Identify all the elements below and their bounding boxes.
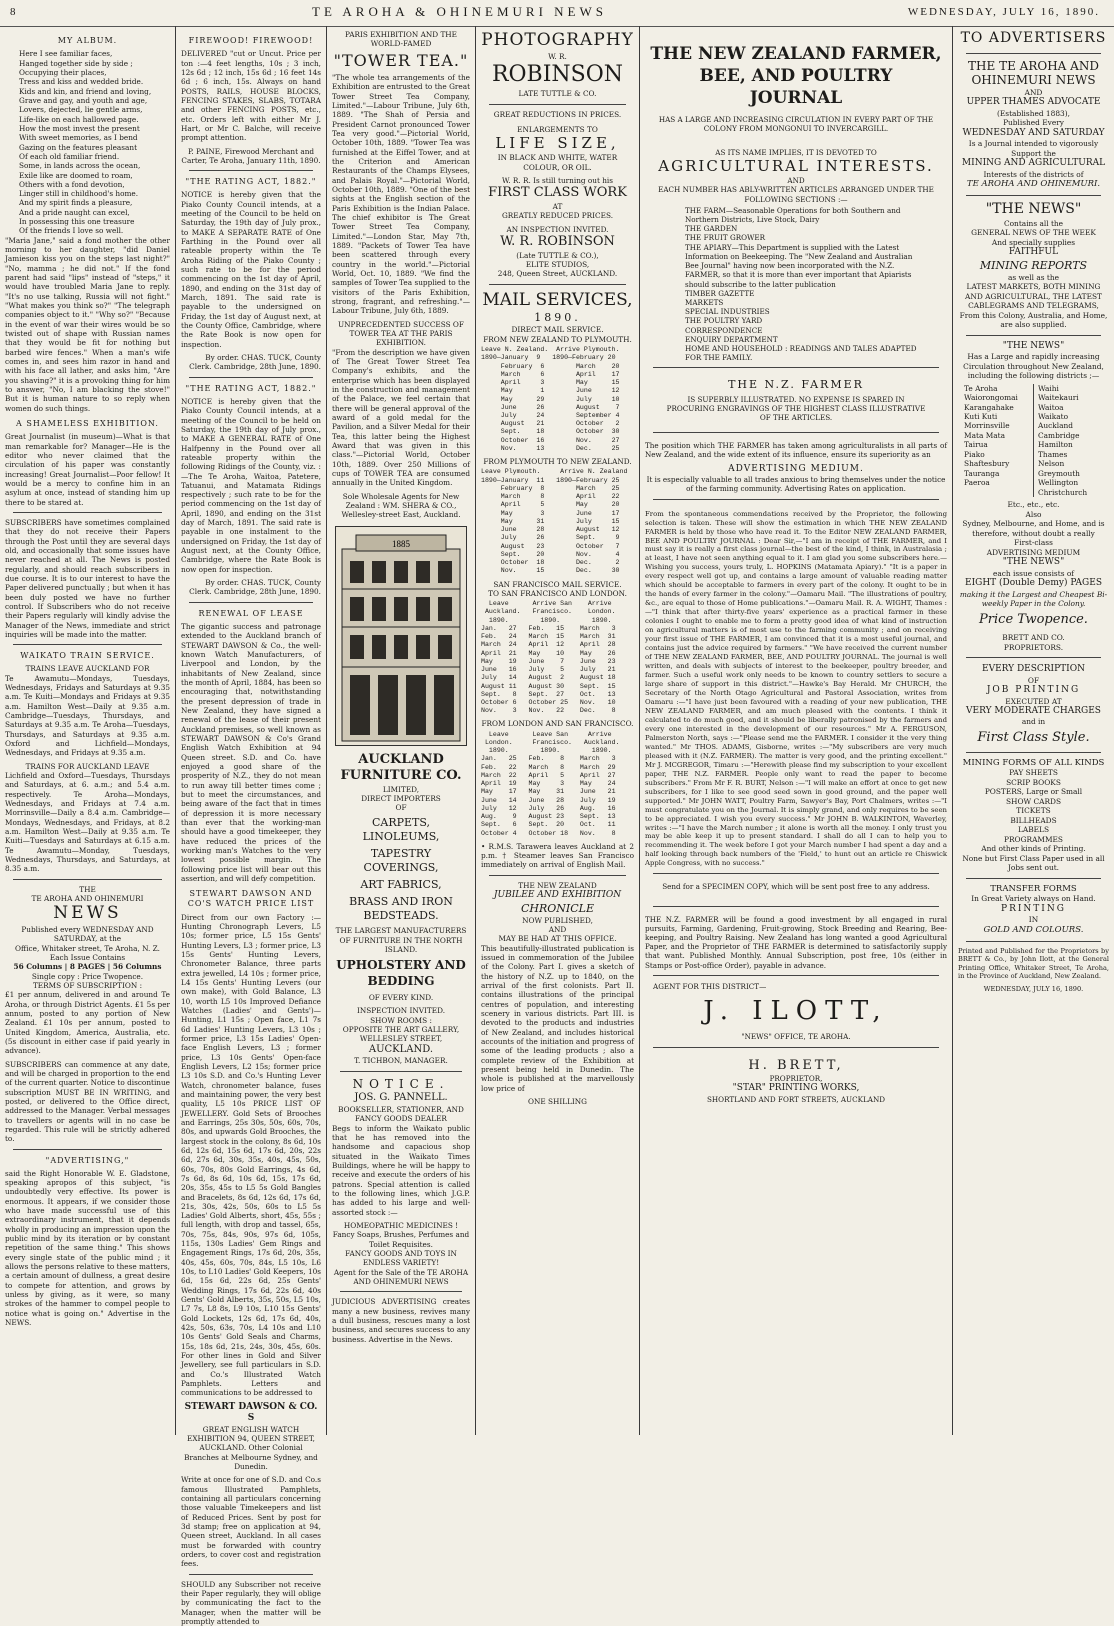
farmer-section-item: CORRESPONDENCE (685, 325, 763, 335)
afc-importers: DIRECT IMPORTERS (361, 794, 441, 804)
renewal-title: RENEWAL OF LEASE (198, 608, 304, 618)
the-news: "THE NEWS" (985, 200, 1082, 217)
paper-districts: TE AROHA AND OHINEMURI. (966, 179, 1101, 190)
jubilee-price: ONE SHILLING (527, 1096, 588, 1106)
form-item: SCRIP BOOKS (1006, 777, 1061, 787)
farmer-section-item: TIMBER GAZETTE (685, 288, 755, 298)
pannell-name: JOS. G. PANNELL. (354, 1092, 448, 1104)
divider (340, 1291, 462, 1292)
nzfarmer-text: IS SUPERBLY ILLUSTRATED. NO EXPENSE IS SPARED IN PROCURING ENGRAVINGS OF THE HIGHEST CLASS ILLUSTRATIVE OF THE ARTICLES. (666, 394, 926, 422)
afc-city: AUCKLAND. (368, 1043, 434, 1055)
tower-agents: Sole Wholesale Agents for New Zealand : WM. SHERA & CO., Wellesley-street East, Auckland. (341, 491, 461, 520)
printing-label: PRINTING (1001, 903, 1066, 914)
photo-robinson: ROBINSON (491, 62, 624, 88)
proprietors: PROPRIETORS. (1003, 642, 1064, 652)
farmer-section-item: HOME AND HOUSEHOLD : READINGS AND TALES ADAPTED FOR THE FAMILY. (685, 344, 917, 363)
town-name: Thames (1038, 449, 1068, 459)
latest-markets: LATEST MARKETS, BOTH MINING AND AGRICULTURAL, THE LATEST CABLEGRAMS AND TELEGRAMS, (965, 282, 1102, 311)
divider (653, 975, 939, 976)
forms-list (958, 768, 1109, 844)
photo-studios: ELITE STUDIOS, (525, 259, 590, 269)
form-item: BILLHEADS (1010, 815, 1057, 825)
rating-act-signature: By order. CHAS. TUCK, County Clerk. Cambridge, 28th June, 1890. (189, 578, 321, 597)
to-advertisers: TO ADVERTISERS (960, 30, 1107, 46)
town-name: Morrinsville (964, 421, 1010, 431)
photo-reduced: GREATLY REDUCED PRICES. (501, 211, 614, 221)
great-variety: In Great Variety always on Hand. (971, 894, 1096, 904)
sf-from: FROM LONDON AND SAN FRANCISCO. (481, 719, 634, 729)
divider (653, 499, 939, 500)
paper-mining: MINING AND AGRICULTURAL (961, 158, 1106, 169)
divider (13, 644, 162, 645)
farmer-circulation: HAS A LARGE AND INCREASING CIRCULATION IN EVERY PART OF THE COLONY FROM MONGONUI TO INVERCARGILL. (658, 115, 934, 134)
jubilee-chronicle: CHRONICLE (520, 901, 595, 915)
brett-address: SHORTLAND AND FORT STREETS, AUCKLAND (706, 1094, 886, 1104)
news-ad-name: TE AROHA AND OHINEMURI (31, 893, 144, 903)
photo-first: FIRST CLASS WORK (488, 185, 627, 201)
advertising-medium: ADVERTISING MEDIUM. (728, 463, 864, 474)
form-item: PROGRAMMES (1004, 834, 1063, 844)
and-in: and in (1021, 717, 1046, 727)
town-name: Shaftesbury (964, 459, 1010, 469)
notice-title: NOTICE. (352, 1076, 450, 1091)
divider (966, 941, 1101, 942)
mail-direct: DIRECT MAIL SERVICE. (511, 325, 604, 335)
afc-showrooms: SHOW ROOMS : (370, 1015, 432, 1025)
rating-act-text: NOTICE is hereby given that the Piako County Council intends, at a meeting of the Council to be held on Saturday, the 19th day of July prox., to MAKE A SEPARATE RATE of One Farthing in the Pound over all rateable property within the Te Aroha Riding of the Piako County ; such rate to be for the period commencing on the 1st day of April, 1890, and ending on the 31st day of March, 1891. The said rate is payable to the undersigned on Friday, the 1st day of August next, at the County Office, Cambridge, where the Rate Book is now open for inspection. (181, 190, 321, 349)
sydney: Sydney, Melbourne, and Home, and is therefore, without doubt a really (962, 519, 1105, 538)
afc-upholstery: UPHOLSTERY AND BEDDING (336, 958, 466, 988)
farmer-agri: AGRICULTURAL INTERESTS. (658, 156, 934, 175)
transfer-forms: TRANSFER FORMS (990, 883, 1077, 894)
jubilee-and: AND (548, 925, 567, 935)
poem-line: And my spirit finds a pleasure, (19, 198, 133, 208)
afc-carpets: CARPETS, LINOLEUMS, (362, 815, 440, 843)
form-item: PAY SHEETS (1009, 768, 1058, 778)
paper-days: WEDNESDAY AND SATURDAY (962, 127, 1105, 138)
advertising-text: said the Right Honorable W. E. Gladstone, speaking apropos of this subject, "is undoubtedly very effective. Its power is enormous. It appears, if we consider those who have made successful use of this extraordinary instrument, that it depends wholly in producing an impression upon the public mind by its iteration or by constant repetition of the same thing." This shows every single state of the public mind ; it allows the persons relative to these matters, a certain amount of dullness, a great desire to compete for attention, and grows by unless by giving, as it were, so many strokes of the hammer to compel people to notice what is going on." Advertise in the NEWS. (5, 1168, 170, 1328)
divider (653, 367, 939, 368)
jubilee-now: NOW PUBLISHED, (522, 915, 593, 925)
divider (189, 377, 313, 378)
divider (13, 512, 162, 513)
farmer-title: THE NEW ZEALAND FARMER, (650, 44, 942, 64)
poem-line: Here I see familiar faces, (19, 49, 113, 59)
farmer-title-3: JOURNAL (749, 87, 843, 108)
train-text: Lichfield and Oxford—Tuesdays, Thursdays and Saturdays, at 6. a.m.; and 5.4 a.m. respectively. Te Aroha—Mondays, Wednesdays, and Fridays at 7.4 a.m. Morrinsville—Daily a 8.4 a.m. Cambridge—Mondays, Wednesdays, and Fridays, at 8.2 a.m. Hamilton West—Daily at 9.35 a.m. Te Kuiti—Tuesdays and Saturdays at 6.15 a.m. Te Awamutu—Monday, Tuesdays, Wednesdays, Thursdays, and Saturdays, at 8.35 a.m. (5, 771, 170, 874)
train-subtitle: TRAINS LEAVE AUCKLAND FOR (25, 664, 150, 674)
farmer-section-item: THE GARDEN (685, 224, 738, 234)
mail-schedule-table: Leave Leave San Arrive London. Francisco. Auckland. 1890. 1890. 1890. Jan. 25 Feb. 8 March 3 Feb. 22 March 8 March 29 March 22 April 5 April 27 April 19 May 3 May 24 May 17 May 31 June 21 June 14 June 28 July 19 July 12 July 26 Aug. 16 Aug. 9 August 23 Sept. 13 Sept. 6 Sept. 20 Oct. 11 October 4 October 18 Nov. 8 (481, 730, 620, 837)
town-name: Te Aroha (964, 383, 998, 393)
form-item: LABELS (1017, 825, 1050, 835)
poem-line: Of each old familiar friend. (19, 151, 120, 161)
photo-initials: W. R. (548, 51, 567, 61)
photo-enlarge: ENLARGEMENTS TO (517, 124, 598, 134)
testimonials: From the spontaneous commendations received by the Proprietor, the following selection is taken. These will show the estimation in which THE NEW ZEALAND FARMER is held by those who have read it. To the Editor NEW ZEALAND FARMER, BEE AND POULTRY JOURNAL : Dear Sir,—"I am in receipt of THE FARMER, and I must say it is really a first class journal—the best of the kind, I think, in Australasia ; at least, I have not seen anything equal to it. I am glad you some subscribers here.—Wishing you success, yours truly, L. HOPKINS (Matamata Apiary)." "It is a paper in every respect well got up, and contains a large amount of valuable reading matter which should be acceptable to farmers in every part of the colony. It ought to be in the hands of every farmer in the colony."—Oamaru Mail. "The illustrations of poultry, &c., are equal to those of Home publications."—Oamaru Mail. R. A. WIGHT, Thames :—"I think that after thirty-five years' experience as a practical farmer in these colonies I ought to enable me to form a pretty good idea of what kind of instruction on agricultural matters is of most use to the farming community ; and on receiving your first issue of THE FARMER, I am convinced that it is a most useful journal, and contains just the advice required by farmers." "We have received the current number of THE NEW ZEALAND FARMER, BEE, AND POULTRY JOURNAL. The journal is well written, and deals with subjects of interest to the beekeeper, poultry breeder, and farmer. Such a useful work only needs to be known to country settlers to secure a large share of support in this district."—Hawke's Bay Herald. Mr CHURCH, the Secretary of the North Otago Agricultural and Pastoral Association, writes from Oamaru :—"I have just been favoured with a reading of your new publication, THE NEW ZEALAND FARMER, and am much pleased with the contents. I think it calculated to do much good, and it should be liberally patronised by the farmers and every one interested in the development of our resources." Mr A. FERGUSON, Palmerston North, says :—"Please send me the FARMER. I consider it the very thing wanted." Mr THOS. ADAMS, Gisborne, writes :—"My subscribers are very much pleased with it (N.Z. FARMER). The matter is very good, and the printing excellent." Mr J. MCGREGOR, Timaru :—"Herewith please find my subscription to your excellent paper, THE N.Z. FARMER. People only want to read the paper to become subscribers." From Mr F. R. BURT, Nelson :—"I will make an effort at once to get new subscribers, for I like to see good seed sown in good ground, and the paper well supported." Mr JOHN WATT, Poultry Farm, Sawyer's Bay, Port Chalmers, writes :—"I must congratulate you on the Journal. It is simply grand, and only requires to be seen to be appreciated. I wish you every success." Mr JOHN B. WALKINTON, Waverley, writes :—"I have the March number ; it alone is worth all the money. I only trust you may be able keep it up to present standard. I shall do all I can to help you to recommending it. The week before I got your March number I had spent a day and a half looking through back numbers of the 'Field,' to hunt out an article re Chiswick Apple Congress, with no success." (645, 509, 947, 868)
town-name: Waikato (1038, 411, 1069, 421)
news-ad-terms: £1 per annum, delivered in and around Te Aroha, or through District Agents. £1 5s per annum, posted to any portion of New Zealand. £1 10s per annum, posted to United Kingdom, America, Australia, etc. (5s discount in either case if paid yearly in advance). (5, 990, 170, 1056)
brett-co: BRETT AND CO. (1002, 633, 1065, 643)
train-title: WAIKATO TRAIN SERVICE. (20, 651, 155, 661)
divider (653, 432, 939, 433)
of-label: OF (1027, 675, 1040, 685)
divider (489, 875, 626, 876)
afc-largest: THE LARGEST MANUFACTURERS OF FURNITURE IN THE NORTH ISLAND. (335, 926, 467, 954)
agent-label: AGENT FOR THIS DISTRICT— (653, 981, 767, 991)
building-engraving (335, 526, 467, 746)
poem-line: With sweet memories, as I bend (19, 133, 138, 143)
train-subtitle: TRAINS FOR AUCKLAND LEAVE (25, 761, 150, 771)
poem-line: In possessing this one treasure (19, 217, 135, 227)
paper-name: THE TE AROHA AND OHINEMURI NEWS (968, 58, 1099, 88)
town-name: Tairua (964, 440, 988, 450)
mail-schedule-table: Leave Plymouth. Arrive N. Zealand 1890—January 11 1890—February 25 February 8 March 25 March 8 April 22 April 5 May 20 May 3 June 17 May 31 July 15 June 28 August 12 July 26 Sept. 9 August 23 October 7 Sept. 20 Nov. 4 October 18 Dec. 2 Nov. 15 Dec. 30 (481, 468, 628, 575)
price-list-title: STEWART DAWSON AND CO'S WATCH PRICE LIST (187, 889, 315, 909)
mail-year: 1890. (534, 311, 581, 325)
poem-line: Life-like on each hallowed page. (19, 114, 139, 124)
farmer-section-item: MARKETS (685, 297, 724, 307)
jubilee-text: This beautifully-illustrated publication is issued in commemoration of the Jubilee of the Colony. Part I. gives a sketch of the history of N.Z. up to 1840, on the arrival of the first colonists. Part II. contains illustrations of the principal centres of population, and interesting scenery in various districts. Part III. is devoted to the products and industries of New Zealand, and includes historical accounts of the initiation and progress of some of the leading products ; also a complete review of the Exhibition at present being held in Dunedin. The whole is published at the marvellously low price of (481, 943, 634, 1093)
paris-title: PARIS EXHIBITION AND THE WORLD-FAMED (344, 30, 458, 49)
tower-text-2: "From the description we have given of The Great Tower Street Tea Company's exhibits, and the enterprise which has been displayed in the construction and management of the Palace, we feel certain that there will be general approval of the award of a gold medal for the Pavilion, and a Silver Medal for their Tea, this latter being the Highest Award that was given in this class."—Pictorial World, October 10th, 1889. Over 250 Millions of cups of TOWER TEA are consumed annually in the United Kingdom. (332, 347, 470, 488)
paper-upper: UPPER THAMES ADVOCATE (966, 97, 1101, 108)
poem-line: Grave and gay, and youth and age, (19, 95, 148, 105)
farmer-section-item: THE POULTRY YARD (685, 316, 763, 326)
poem-line: And a pride naught can excel, (19, 207, 130, 217)
poem-line: How the most invest the present (19, 123, 140, 133)
afc-every: OF EVERY KIND. (368, 993, 434, 1003)
paper-and: AND (1024, 87, 1043, 97)
town-name: Wellington (1038, 478, 1079, 488)
sd-footer-3: Write at once for one of S.D. and Co.s famous Illustrated Pamphlets, containing all particulars concerning those valuable Timekeepers and list of Reduced Prices. Sent by post for 3d stamp; free on application at 94, Queen street, Auckland. In all cases must be forwarded with country orders, to cover cost and registration fees. (181, 1475, 321, 1569)
farmer-each: EACH NUMBER HAS ABLY-WRITTEN ARTICLES ARRANGED UNDER THE FOLLOWING SECTIONS :— (658, 185, 934, 204)
masthead: TE AROHA & OHINEMURI NEWS (312, 4, 607, 19)
nzfarmer-title: THE N.Z. FARMER (728, 378, 864, 392)
paper-established: (Established 1883), (997, 108, 1070, 118)
mail-from-nz: FROM NEW ZEALAND TO PLYMOUTH. (483, 334, 632, 344)
advertising-medium-2: ADVERTISING MEDIUM (986, 547, 1081, 557)
divider (653, 1047, 939, 1048)
circulation: Has a Large and rapidly increasing Circulation throughout New Zealand, including the following districts ;— (963, 352, 1104, 381)
closing-text: THE N.Z. FARMER will be found a good investment by all engaged in rural pursuits, Farming, Gardening, Fruit-growing, Stock Breeding and Rearing, Bee-keeping, and Poultry Raising. New Zealand has long wanted a good Agricultural Paper, and the Proprietor of THE FARMER is determined to satisfactorily supply that want. Published Monthly. Annual Subscription, post free, 10s (either in Stamps or Post-office Order), payable in advance. (645, 914, 947, 970)
divider (966, 878, 1101, 879)
column-3 (327, 26, 475, 1435)
afc-limited: LIMITED, (382, 784, 420, 794)
imprint: Printed and Published for the Proprietors by BRETT & Co., by John Ilott, at the General Printing Office, Whitaker Street, Te Aroha, in the Province of Auckland, New Zealand. (958, 946, 1109, 981)
news-ad-terms-title: TERMS OF SUBSCRIPTION : (32, 980, 143, 990)
farmer-as: AS ITS NAME IMPLIES, IT IS DEVOTED TO (715, 147, 877, 157)
afc-inspection: INSPECTION INVITED. (356, 1006, 446, 1016)
town-name: Karangahake (964, 402, 1014, 412)
issue-date: WEDNESDAY, JULY 16, 1890. (907, 6, 1100, 18)
divider (653, 873, 939, 874)
jubilee-title: JUBILEE AND EXHIBITION (493, 890, 622, 901)
poem-line: Lovers, dejected, lie gentle arms, (19, 105, 143, 115)
afc-of: OF (395, 803, 407, 813)
poem-line: Occupying their places, (19, 67, 107, 77)
specially: And specially supplies (991, 237, 1076, 247)
divider (653, 906, 939, 907)
afc-opposite: OPPOSITE THE ART GALLERY, (342, 1025, 460, 1035)
town-name: Greymouth (1038, 468, 1080, 478)
eight-pages: EIGHT (Double Demy) PAGES (965, 577, 1102, 588)
poem-line: Of the friends I love so well. (19, 226, 124, 236)
as-well: as well as the (1008, 272, 1059, 282)
towns-etc: Etc., etc., etc. (1007, 500, 1060, 510)
photo-title: PHOTOGRAPHY (481, 30, 634, 50)
farmer-and: AND (787, 176, 805, 186)
subscribers-notice: SUBSCRIBERS have sometimes complained that they do not receive their Papers through the Post until they are several days old, and occasionally that some issues have never reached at all. The News is posted regularly, and should reach subscribers in due course. It is to our interest to have the Paper delivered punctually ; but when it has been duly posted we have no further control. If Subscribers who do not receive their Papers regularly will kindly advise the Manager of the News, immediate and strict inquiries will be made into the matter. (5, 517, 170, 639)
tower-title: "TOWER TEA." (333, 50, 469, 70)
farmer-section-item: THE FRUIT GROWER (685, 233, 766, 243)
price-twopence: Price Twopence. (979, 612, 1088, 628)
first-class-paper: None but First Class Paper used in all Jobs sent out. (962, 853, 1105, 873)
photo-great: GREAT REDUCTIONS IN PRICES. (493, 109, 622, 119)
brett-name: H. BRETT, (748, 1057, 844, 1073)
poem-body (5, 49, 170, 236)
divider (966, 657, 1101, 658)
photo-life: LIFE SIZE, (495, 134, 620, 153)
town-name: Paeroa (964, 478, 990, 488)
poem-line: Linger still in childhood's home. (19, 189, 139, 199)
farmer-section-item: THE APIARY—This Department is supplied with the Latest Information on Beekeeping. The "New Zealand and Australian Bee Journal" having now been incorporated with the N.Z. FARMER, so that it is more than ever important that Apiarists should subscribe to the latter publication (685, 242, 913, 289)
job-printing: JOB PRINTING (986, 684, 1081, 695)
photo-name: W. R. ROBINSON (500, 234, 615, 249)
building-illustration (336, 527, 466, 745)
other-printing: And other kinds of Printing. (981, 844, 1086, 854)
town-name: Tauranga (964, 468, 1000, 478)
paper-journal: Is a Journal intended to vigorously Support the (968, 139, 1099, 158)
farmer-section-item: SPECIAL INDUSTRIES (685, 307, 770, 317)
news-ad-pages: 56 Columns | 8 PAGES | 56 Columns (13, 962, 162, 972)
pannell-fancy: Fancy Soaps, Brushes, Perfumes and Toilet Requisites. (332, 1230, 470, 1249)
specimen-copy: Send for a SPECIMEN COPY, which will be sent post free to any address. (662, 882, 930, 892)
mail-schedule-table: Leave N. Zealand. Arrive Plymouth. 1890—January 9 1890—February 20 February 6 March 20 March 6 April 17 April 3 May 15 May 1 June 12 May 29 July 10 June 26 August 7 July 24 September 4 August 21 October 2 Sept. 18 October 30 October 16 Nov. 27 Nov. 13 Dec. 25 (481, 346, 620, 452)
renewal-text: The gigantic success and patronage extended to the Auckland branch of STEWART DAWSON & Co., the well-known Watch Manufacturers, of Liverpool and London, by the inhabitants of New Zealand, since the month of April, 1884, has been so encouraging that, notwithstanding the present depression of trade in New Zealand, they have signed a renewal of the lease of their present Auckland premises, so well known as STEWART DAWSON & Co's Grand English Watch Exhibition at 94 Queen street. S.D. and Co. have enjoyed a good share of the prosperity of N.Z., they do not mean to run away till better times come ; but to meet the circumstances, and being aware of the fact that in times of depression it is more necessary than ever that the working-man should have a good timekeeper, they have reduced the prices of the working man's Watches to the very lowest possible margin. The following price list will bear out this assertion, and will defy competition. (181, 622, 321, 883)
form-item: POSTERS, Large or Small (984, 787, 1083, 797)
town-name: Nelson (1038, 459, 1065, 469)
afc-brass: BRASS AND IRON BEDSTEADS. (349, 895, 453, 923)
pannell-homeo: HOMEOPATHIC MEDICINES ! (343, 1220, 459, 1230)
jubilee-may: MAY BE HAD AT THIS OFFICE. (498, 934, 617, 944)
firewood-text: DELIVERED "cut or Uncut. Price per ton :—4 feet lengths, 10s ; 3 inch, 12s 6d ; 12 inch, 15s 6d ; 16 feet 14s 6d ; 6 inch, 15s. Always on hand POSTS, RAILS, HOUSE BLOCKS, FENCING STAKES, SLABS, TOTARA and other FENCING POSTS, etc., etc. Orders left with either Mr J. Hart, or Mr C. Balche, will receive prompt attention. (181, 49, 321, 143)
shameless-text: Great Journalist (in museum)—What is that man remarkable for? Manager—He is the editor who never claimed that the circulation of his paper was constantly increasing! Great Journalist—Poor fellow! It would be a mercy to confine him in an asylum at once, instead of standing him up there to be stared at. (5, 432, 170, 507)
rating-act-title: "THE RATING ACT, 1882." (185, 383, 317, 393)
form-item: TICKETS (1016, 806, 1051, 816)
faithful: FAITHFUL (1008, 247, 1059, 258)
news-ad-big: NEWS (53, 903, 122, 924)
divider (340, 1071, 462, 1072)
town-name: Waitoa (1038, 402, 1064, 412)
pannell-text: Begs to inform the Waikato public that he has removed into the handsome and capacious shop situated in the Waikato Times Buildings, where he will be happy to receive and execute the orders of his patrons. Special attention is called to the following lines, which J.G.P. has added to his large and well-assorted stock :— (332, 1123, 470, 1217)
divider (13, 1149, 162, 1150)
photo-late-2: (Late TUTTLE & CO.), (516, 250, 599, 260)
page-header (0, 0, 1114, 27)
divider (189, 602, 313, 603)
shameless-title: A SHAMELESS EXHIBITION. (16, 419, 159, 429)
largest-cheapest: making it the Largest and Cheapest Bi-weekly Paper in the Colony. (959, 589, 1108, 608)
firewood-title: FIREWOOD! FIREWOOD! (188, 36, 314, 45)
first-class: First-class (1014, 538, 1053, 548)
farmer-section-item: THE FARM—Seasonable Operations for both Southern and Northern Districts, Live Stock, Dairy (685, 205, 901, 224)
page-number: 8 (10, 6, 18, 18)
afc-street: WELLESLEY STREET, (359, 1034, 443, 1044)
pannell-toys: FANCY GOODS AND TOYS IN ENDLESS VARIETY! (345, 1248, 457, 1268)
rating-act-signature: By order. CHAS. TUCK, County Clerk. Cambridge, 28th June, 1890. (189, 352, 321, 372)
sf-subtitle: TO SAN FRANCISCO AND LONDON. (488, 588, 627, 598)
column-5 (640, 26, 952, 1435)
mail-note: • R.M.S. Tarawera leaves Auckland at 2 p.m. † Steamer leaves San Francisco immediately on arrival of English Mail. (481, 841, 634, 870)
every-description: EVERY DESCRIPTION (982, 664, 1085, 674)
photo-at: AT (552, 202, 563, 212)
town-list (964, 384, 1103, 498)
divider (13, 879, 162, 880)
news-ad-office: Office, Whitaker street, Te Aroha, N. Z. Each Issue Contains (15, 943, 160, 962)
afc-manager: T. TICHBON, MANAGER. (354, 1056, 448, 1066)
poem-line: Gazing on the features pleasant (19, 142, 138, 152)
town-name: Waiorongomai (964, 393, 1018, 403)
general-news: GENERAL NEWS OF THE WEEK (971, 228, 1096, 238)
column-2 (176, 26, 326, 1626)
form-item: SHOW CARDS (1005, 796, 1062, 806)
sd-footer: STEWART DAWSON & CO. S (184, 1401, 318, 1424)
brett-proprietor: PROPRIETOR, (769, 1074, 823, 1084)
farmer-sections-list (685, 206, 927, 363)
jubilee-nz: THE NEW ZEALAND (518, 880, 597, 890)
poem-line: Exile like are doomed to roam, (19, 170, 133, 180)
imprint-date: WEDNESDAY, JULY 16, 1890. (983, 984, 1084, 993)
mail-schedule-table: Leave Arrive San Arrive Auckland. Francisco. London. 1890. 1890. 1890. Jan. 27 Feb. 15 March 3 Feb. 24 March 15 March 31 March 24 April 12 April 28 April 21 May 10 May 26 May 19 June 7 June 23 June 16 July 5 July 21 July 14 August 2 August 18 August 11 August 30 Sept. 15 Sept. 8 Sept. 27 Oct. 13 October 6 October 25 Nov. 10 Nov. 3 Nov. 22 Dec. 8 (481, 600, 616, 715)
town-name: Christchurch (1038, 487, 1088, 497)
photo-late: LATE TUTTLE & CO. (518, 89, 597, 99)
photo-address: 248, Queen Street, AUCKLAND. (497, 269, 618, 279)
divider (189, 170, 313, 171)
divider (966, 752, 1101, 753)
poem-title: MY ALBUM. (57, 36, 118, 45)
towns-also: Also (1025, 509, 1042, 519)
ilott-name: J. ILOTT, (703, 996, 889, 1027)
judicious-text: JUDICIOUS ADVERTISING creates many a new business, revives many a dull business, rescues many a lost business, and secures success to any business. Advertise in the News. (332, 1297, 470, 1344)
firewood-signature: P. PAINE, Firewood Merchant and Carter, Te Aroha, January 11th, 1890. (181, 146, 321, 165)
divider (966, 53, 1101, 54)
poem-line: Hanged together side by side ; (19, 58, 133, 68)
afc-tapestry: TAPESTRY COVERINGS, (363, 846, 439, 875)
town-name: Mata Mata (964, 430, 1006, 440)
town-list-left (964, 384, 1034, 498)
town-name: Waihi (1038, 383, 1059, 393)
divider (966, 335, 1101, 336)
photo-colour: IN BLACK AND WHITE, WATER COLOUR, OR OIL. (497, 153, 618, 172)
poem-line: Some, in lands across the ocean, (19, 161, 141, 171)
column-4 (476, 26, 639, 1435)
news-ad-price: Single copy : Price Twopence. (31, 971, 144, 981)
farmer-title-2: BEE, AND POULTRY (699, 65, 893, 86)
town-name: Piako (964, 449, 985, 459)
moderate-charges: VERY MODERATE CHARGES (966, 705, 1101, 716)
mail-from-plymouth: FROM PLYMOUTH TO NEW ZEALAND. (483, 457, 632, 467)
sf-title: SAN FRANCISCO MAIL SERVICE. (493, 579, 622, 589)
rating-act-text: NOTICE is hereby given that the Piako County Council intends, at a meeting of the Council to be held on Saturday, the 19th day of July prox., to MAKE A GENERAL RATE of One Halfpenny in the Pound over all rateable property within the following Ridings of the County, viz. :—The Te Aroha, Waitoa, Patetere, Tatuanui, and Matamata Ridings respectively ; such rate to be for the period commencing on the 1st day of April, 1890, and ending on the 31st day of March, 1891. The said rate is payable in one instalment to the undersigned on Friday, the 1st day of August next, at the County Office, Cambridge, where the Rate Book is now open for inspection. (181, 396, 321, 574)
pannell-agent: Agent for the Sale of the TE AROHA AND OHINEMURI NEWS (333, 1267, 469, 1286)
divider (189, 1574, 313, 1575)
position-text: The position which THE FARMER has taken among agriculturalists in all parts of New Zealand, and the wide extent of its influence, ensure its superiority as an (645, 441, 947, 460)
farmer-section-item: ENQUIRY DEPARTMENT (685, 334, 778, 344)
town-name: Kuti Kuti (964, 411, 998, 421)
mining-reports: MINING REPORTS (979, 258, 1088, 272)
mining-forms: MINING FORMS OF ALL KINDS (962, 757, 1105, 768)
town-name: Hamilton (1038, 440, 1073, 450)
paper-interests: Interests of the districts of (983, 169, 1084, 179)
paper-published: Published Every (1003, 118, 1064, 128)
tower-text: "The whole tea arrangements of the Exhibition are entrusted to the Great Tower Street Tea Company, Limited."—Labour Tribune, July 6th, 1889. "The Shah of Persia and President Carnot pronounced Tower Tea very good."—Pictorial World, October 10th, 1889. "Tower Tea was furnished at the Eiffel Tower, and at the Criterion and American Restaurants of the Champs Elysees, and Palais Royal."—Pictorial World, October 10th, 1889. "One of the best sights at the English section of the Paris Exhibition is the Indian Palace. The chief exhibitor is The Great Tower Street Tea Company, Limited."—London Star, May 7th, 1889. "Packets of Tower Tea have been scattered through every country in the world."—Pictorial World, Oct. 10, 1889. "We find the samples of Tower Tea supplied to the visitors of the Paris Exhibition, strong, fragrant, and refreshing."—Labour Tribune, July 6th, 1889. (332, 73, 470, 316)
sd-footer-2: GREAT ENGLISH WATCH EXHIBITION 94, QUEEN STREET, AUCKLAND. Other Colonial Branches at Melbourne Sydney, and Dunedin. (184, 1424, 318, 1472)
pannell-trade: BOOKSELLER, STATIONER, AND FANCY GOODS DEALER (338, 1104, 464, 1124)
contains: Contains all the (1003, 218, 1064, 228)
column-6 (953, 26, 1114, 1435)
unprecedented-title: UNPRECEDENTED SUCCESS OF TOWER TEA AT THE PARIS EXHIBITION. (338, 319, 464, 348)
brett-works: "STAR" PRINTING WORKS, (732, 1083, 860, 1094)
should-notice: SHOULD any Subscriber not receive their Paper regularly, they will oblige by communicating the fact to the Manager, when the matter will be promptly attended to (181, 1579, 321, 1626)
divider (966, 195, 1101, 196)
the-news-3: "THE NEWS" (1002, 557, 1065, 567)
price-list-text: Direct from our own Factory :— Hunting Chronograph Levers, L5 10s; former price, L5 15s Gents' Hunting Levers, L3 ; former price, L3 15s Gents' Hunting Levers, Chronometer Balance, three parts extra jewelled, L4 10s ; former price, L4 15s Gents' Hunting Levers (our own make), with Gold Balance, L3 10, worth L5 10s Improved Defiance Watches (Ladies' and Gents')—Hunting, L1 15s ; Open face, L1 7s 6d Ladies' Hunting Levers, L3 10s ; former price, L3 15s Ladies' Open-face English Levers, L3 ; former price, L3 10s Gents' Open-face English Levers, L2 15s; former price L3 10s S.D. and Co.'s Hunting Lever Watch, chronometer balance, fuses and maintaining power, the very best quality, L5 10s PRICE LIST OF JEWELLERY. Gold Sets of Brooches and Earrings, 25s 30s, 50s, 60s, 70s, 80s, and upwards Gold Brooches, the largest stock in the colony, 8s 6d, 10s 6d, 12s 6d, 15s 6d, 17s 6d, 20s, 22s 6d, 27s 6d, 30s, 35s, 40s, 45s, 50s, 60s, 70s, 80s Gold Earrings, 4s 6d, 7s 6d, 8s 6d, 10s 6d, 15s, 17s 6d, 20s, 35s, 45s to L5 5s Gold Bangles and Bracelets, 8s 6d, 12s 6d, 17s 6d, 21s, 30s, 42s, 50s, 60s to L5 5s Ladies' Gold Alberts, short, 45s, 55s ; full length, with drop and tassel, 65s, 70s, 75s, 84s, 90s, 97s 6d, 105s, 115s, 130s Ladies' Gem Rings and Engagement Rings, 17s 6d, 20s, 35s, 40s, 45s, 60s, 70s, 84s, L5 10s, L6 10s, to L10 Ladies' Gold Keepers, 10s 6d, 15s 6d, 22s 6d, 25s Gents' Wedding Rings, 17s 6d, 22s 6d, 40s Gents' Gold Alberts, 35s, 50s, L5 10s, L7 7s, L8 8s, L9 10s, L10 15s Gents' Gold Lockets, 12s 6d, 17s 6d, 40s, 42s, 50s, 63s, 70s, L4 10s and L10 10s Gents' Gold Seals and Charms, 15s, 18s 6d, 21s, 24s, 30s, 45s, 60s. For other lines in Gold and Silver Jewellery, see full particulars in S.D. and Co.'s Illustrated Watch Pamphlets. Letters and communications to be addressed to (181, 912, 321, 1398)
town-name: Auckland (1038, 421, 1073, 431)
news-ad-the: THE (79, 884, 96, 894)
town-name: Waitekauri (1038, 393, 1079, 403)
mail-title: MAIL SERVICES, (482, 289, 633, 310)
column-1 (0, 26, 175, 1435)
poem-line: Others with a fond devotion, (19, 179, 125, 189)
poem-line: Tress and kiss and wedded bride. (19, 77, 144, 87)
rating-act-title: "THE RATING ACT, 1882." (185, 177, 317, 187)
executed-at: EXECUTED AT (1005, 696, 1062, 706)
town-name: Cambridge (1038, 430, 1080, 440)
gold-colours: GOLD AND COLOURS. (983, 924, 1084, 935)
poem-line: Kids and kin, and friend and loving, (19, 86, 152, 96)
in-label: IN (1028, 915, 1039, 925)
town-list-right (1034, 384, 1103, 498)
news-ad-published: Published every WEDNESDAY AND SATURDAY, at the (21, 925, 154, 944)
ilott-office: "NEWS" OFFICE, TE AROHA. (741, 1032, 851, 1042)
the-news-2: "THE NEWS" (1002, 340, 1065, 351)
building-year: 1885 (392, 538, 410, 549)
divider (489, 104, 626, 105)
news-ad-notice: SUBSCRIBERS can commence at any date, and will be charged in proportion to the end of the current quarter. Notice to discontinue subscription MUST BE IN WRITING, and posted, or delivered to the Office direct, addressed to the Manager. Verbal messages to travellers or agents will in no case be regarded. This rule will be strictly adhered to. (5, 1059, 170, 1144)
train-text: Te Awamutu—Mondays, Tuesdays, Wednesdays, Fridays and Saturdays at 9.35 a.m. Te Kuiti—Mondays and Fridays at 9.35 a.m. Hamilton West—Daily at 9.35 a.m. Cambridge—Tuesdays, Thursdays, and Saturdays at 9.35 a.m. Te Aroha—Tuesdays, Thursdays, and Saturdays at 9.35 a.m. Oxford and Lichfield—Mondays, Wednesdays, and Fridays at 9.35 a.m. (5, 673, 170, 758)
first-class-style: First Class Style. (977, 729, 1090, 745)
story-text: "Maria Jane," said a fond mother the other morning to her daughter, "did Daniel Jamieson kiss you on the steps last night?" "No, mamma ; he did not." If the fond parent had said "lips" instead of "steps," it would have troubled Maria Jane to reply. "It's no use talking, Russia will not fight." "What makes you think so?" "The telegraph companies object to it." "Why so?" "Because in the event of war their wires would be so twisted out of shape with Russian names that they would be fit for nothing but barbed wire fences." When a man's wife comes in, and sees him razor in hand and with his face all lather, and asks him, "Are you shaving?" it is a provoking thing for him to answer, "No, I am blacking the stove!" But it is human nature to so reply when women do such things. (5, 235, 170, 413)
afc-art: ART FABRICS, (360, 878, 442, 892)
divider (489, 284, 626, 285)
each-issue: each issue consists of (992, 568, 1075, 578)
afc-title: AUCKLAND FURNITURE CO. (340, 751, 462, 784)
from-colony: From this Colony, Australia, and Home, are also supplied. (959, 310, 1108, 330)
photo-still: W. R. R. Is still turning out his (501, 176, 614, 186)
advertising-especially: It is especially valuable to all trades anxious to bring themselves under the notice of the farming community. Advertising Rates on application. (646, 475, 946, 494)
photo-inspect: AN INSPECTION INVITED. (506, 224, 609, 234)
advertising-title: "ADVERTISING," (45, 1155, 130, 1165)
